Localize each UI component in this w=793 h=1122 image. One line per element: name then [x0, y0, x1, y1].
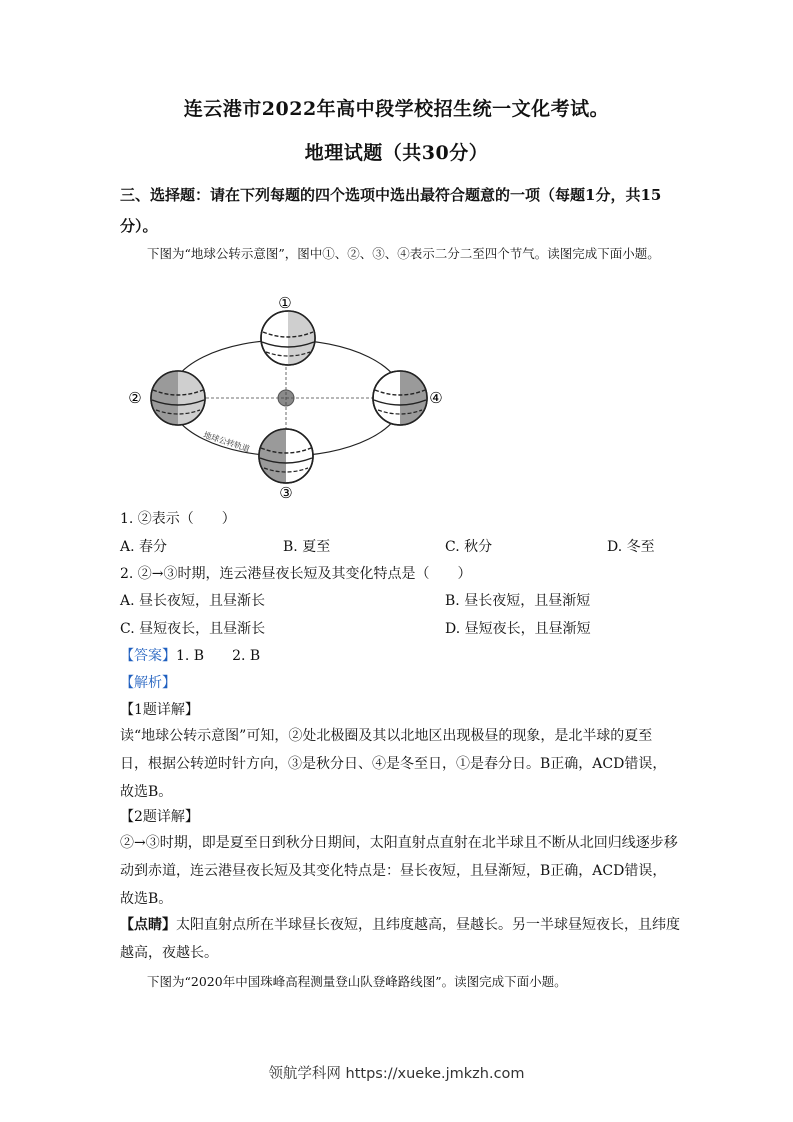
label-4: ④	[429, 389, 443, 407]
tip-tag: 【点睛】	[120, 917, 176, 933]
next-intro: 下图为“2020年中国珠峰高程测量登山队登峰路线图”。读图完成下面小题。	[147, 974, 567, 989]
earth-position-4	[373, 371, 427, 425]
q1-option-c: C. 秋分	[445, 539, 493, 555]
page-title: 连云港市2022年高中段学校招生统一文化考试。	[183, 98, 610, 120]
label-3: ③	[279, 484, 293, 502]
label-2: ②	[128, 389, 142, 407]
orbit-label: 地球公转轨道	[202, 430, 251, 454]
page-subtitle: 地理试题（共30分）	[304, 142, 489, 164]
tip-paragraph	[120, 911, 680, 967]
detail-2-tag: 【2题详解】	[120, 809, 199, 825]
intro-text: 下图为“地球公转示意图”，图中①、②、③、④表示二分二至四个节气。读图完成下面小题。	[147, 246, 660, 261]
label-1: ①	[278, 294, 292, 312]
q1-option-b: B. 夏至	[283, 539, 331, 555]
earth-position-2	[151, 371, 205, 425]
answer-tag: 【答案】	[120, 648, 176, 664]
section-heading: 三、选择题：请在下列每题的四个选项中选出最符合题意的一项（每题1分，共15分）。	[120, 186, 662, 235]
analysis-tag: 【解析】	[120, 675, 176, 691]
detail-1-tag: 【1题详解】	[120, 702, 199, 718]
earth-position-1	[261, 311, 315, 365]
q1-option-a: A. 春分	[120, 539, 168, 555]
tip-text: 太阳直射点所在半球昼长夜短，且纬度越高，昼越长。另一半球昼短夜长，且纬度越高，夜越长。	[120, 917, 680, 961]
answer-text: 1. B 2. B	[176, 648, 261, 664]
detail-1-text: 读“地球公转示意图”可知，②处北极圈及其以北地区出现极昼的现象，是北半球的夏至日，根据公转逆时针方向，③是秋分日、④是冬至日，①是春分日。B正确，ACD错误，故选B。	[120, 728, 667, 800]
answer-line	[120, 645, 260, 665]
q2-option-d: D. 昼短夜长，且昼渐短	[445, 621, 591, 637]
q2-option-c: C. 昼短夜长，且昼渐长	[120, 621, 266, 637]
earth-position-3	[259, 429, 313, 483]
detail-2-text: ②→③时期，即是夏至日到秋分日期间，太阳直射点直射在北半球且不断从北回归线逐步移动到赤道，连云港昼夜长短及其变化特点是：昼长夜短，且昼渐短，B正确，ACD错误，故选B。	[120, 835, 678, 907]
q1-stem: 1. ②表示（ ）	[120, 511, 236, 527]
q1-option-d: D. 冬至	[607, 539, 655, 555]
footer-watermark: 领航学科网 https://xueke.jmkzh.com	[268, 1066, 525, 1082]
q2-option-b: B. 昼长夜短，且昼渐短	[445, 593, 591, 609]
q2-stem: 2. ②→③时期，连云港昼夜长短及其变化特点是（ ）	[120, 566, 472, 582]
q2-option-a: A. 昼长夜短，且昼渐长	[120, 593, 266, 609]
earth-orbit-figure	[118, 292, 448, 502]
